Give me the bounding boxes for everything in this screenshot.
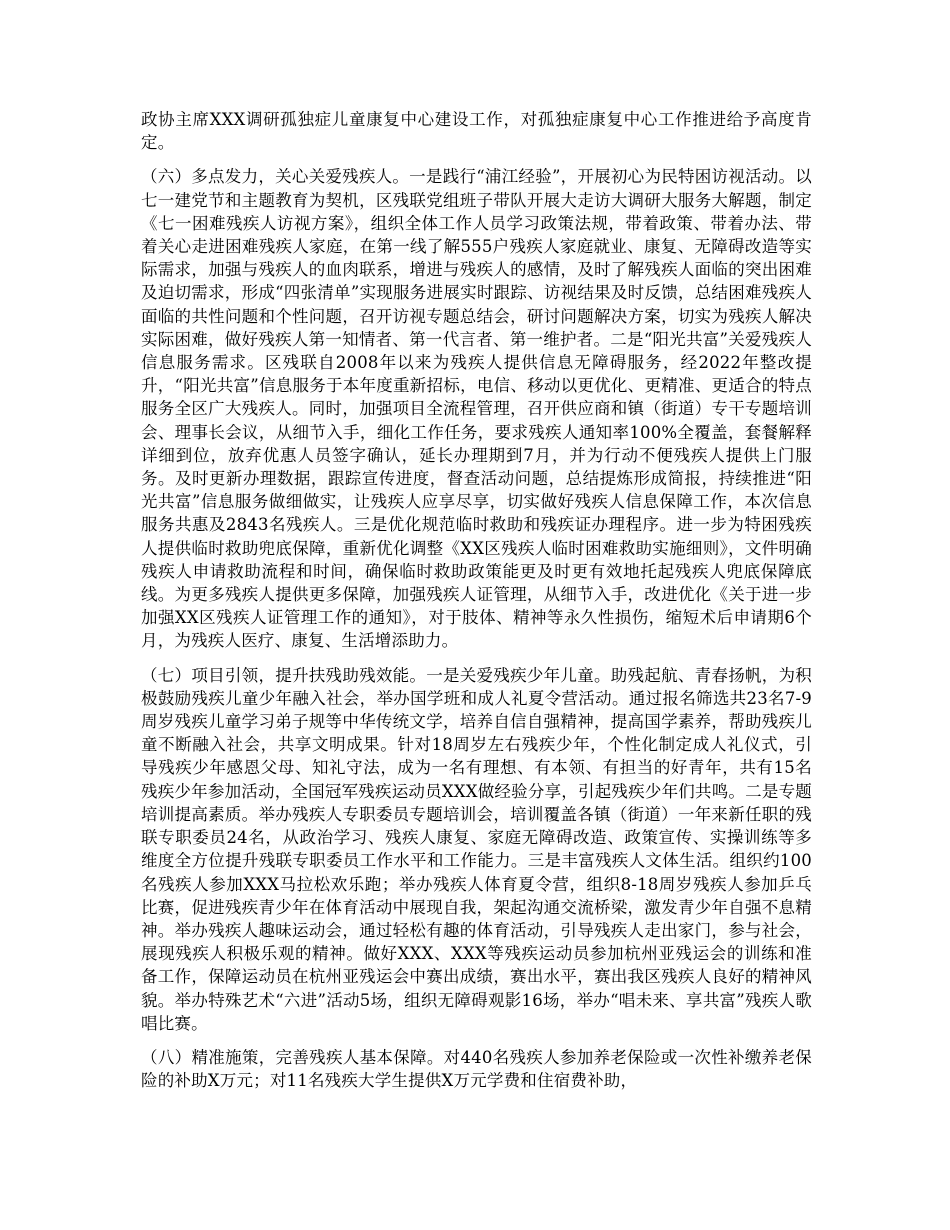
paragraph-section-7: （七）项目引领，提升扶残助残效能。一是关爱残疾少年儿童。助残起航、青春扬帆，为积极鼓励残疾儿童少年融入社会，举办国学班和成人礼夏令营活动。通过报名筛选共23名7-9周岁残疾儿童学习弟子规等中华传统文学，培养自信自强精神，提高国学素养，帮助残疾儿童不断融入社会，共享文明成果。针对18周岁左右残疾少年，个性化制定成人礼仪式，引导残疾少年感恩父母、知礼守法，成为一名有理想、有本领、有担当的好青年，共有15名残疾少年参加活动，全国冠军残疾运动员XXX做经验分享，引起残疾少年们共鸣。二是专题培训提高素质。举办残疾人专职委员专题培训会，培训覆盖各镇（街道）一年来新任职的残联专职委员24名，从政治学习、残疾人康复、家庭无障碍改造、政策宣传、实操训练等多维度全方位提升残联专职委员工作水平和工作能力。三是丰富残疾人文体生活。组织约100名残疾人参加XXX马拉松欢乐跑；举办残疾人体育夏令营，组织8-18周岁残疾人参加乒乓比赛，促进残疾青少年在体育活动中展现自我，架起沟通交流桥梁，激发青少年自强不息精神。举办残疾人趣味运动会，通过轻松有趣的体育活动，引导残疾人走出家门，参与社会，展现残疾人积极乐观的精神。做好XXX、XXX等残疾运动员参加杭州亚残运会的训练和准备工作，保障运动员在杭州亚残运会中赛出成绩，赛出水平，赛出我区残疾人良好的精神风貌。举办特殊艺术“六进”活动5场，组织无障碍观影16场，举办“唱未来、享共富”残疾人歌唱比赛。 <box>141 665 812 1033</box>
document-page <box>141 108 812 1103</box>
paragraph-section-6: （六）多点发力，关心关爱残疾人。一是践行“浦江经验”，开展初心为民特困访视活动。以七一建党节和主题教育为契机，区残联党组班子带队开展大走访大调研大服务大解题，制定《七一困难残疾人访视方案》，组织全体工作人员学习政策法规，带着政策、带着办法、带着关心走进困难残疾人家庭，在第一线了解555户残疾人家庭就业、康复、无障碍改造等实际需求，加强与残疾人的血肉联系，增进与残疾人的感情，及时了解残疾人面临的突出困难及迫切需求，形成“四张清单”实现服务进展实时跟踪、访视结果及时反馈，总结困难残疾人面临的共性问题和个性问题，召开访视专题总结会，研讨问题解决方案，切实为残疾人解决实际困难，做好残疾人第一知情者、第一代言者、第一维护者。二是“阳光共富”关爱残疾人信息服务需求。区残联自2008年以来为残疾人提供信息无障碍服务，经2022年整改提升，“阳光共富”信息服务于本年度重新招标，电信、移动以更优化、更精准、更适合的特点服务全区广大残疾人。同时，加强项目全流程管理，召开供应商和镇（街道）专干专题培训会、理事长会议，从细节入手，细化工作任务，要求残疾人通知率100%全覆盖，套餐解释详细到位，放弃优惠人员签字确认，延长办理期到7月，并为行动不便残疾人提供上门服务。及时更新办理数据，跟踪宣传进度，督查活动问题，总结提炼形成简报，持续推进“阳光共富”信息服务做细做实，让残疾人应享尽享，切实做好残疾人信息保障工作，本次信息服务共惠及2843名残疾人。三是优化规范临时救助和残疾证办理程序。进一步为特困残疾人提供临时救助兜底保障，重新优化调整《XX区残疾人临时困难救助实施细则》，文件明确残疾人申请救助流程和时间，确保临时救助政策能更及时更有效地托起残疾人兜底保障底线。为更多残疾人提供更多保障，加强残疾人证管理，从细节入手，改进优化《关于进一步加强XX区残疾人证管理工作的通知》，对于肢体、精神等永久性损伤，缩短术后申请期6个月，为残疾人医疗、康复、生活增添助力。 <box>141 167 812 651</box>
paragraph-section-8: （八）精准施策，完善残疾人基本保障。对440名残疾人参加养老保险或一次性补缴养老保险的补助X万元；对11名残疾大学生提供X万元学费和住宿费补助， <box>141 1047 812 1091</box>
paragraph-intro: 政协主席XXX调研孤独症儿童康复中心建设工作，对孤独症康复中心工作推进给予高度肯定。 <box>141 110 812 153</box>
